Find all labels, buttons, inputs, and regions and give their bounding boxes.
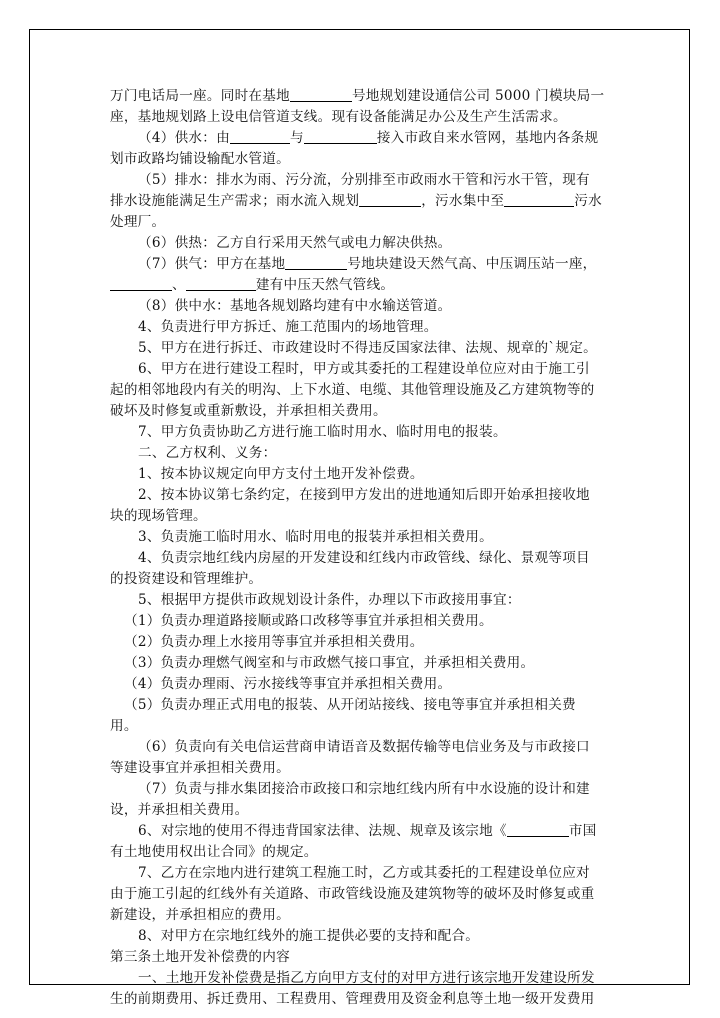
text-line — [110, 674, 618, 695]
text-line — [110, 317, 618, 338]
text-segment: 一、土地开发补偿费是指乙方向甲方支付的对甲方进行该宗地开发建设所发 — [138, 970, 595, 986]
text-segment: （6）供热：乙方自行采用天然气或电力解决供热。 — [138, 235, 452, 251]
text-line — [110, 611, 618, 632]
text-line — [110, 884, 618, 905]
text-segment: 2、按本协议第七条约定，在接到甲方发出的进地通知后即开始承担接收地 — [138, 487, 590, 503]
text-segment: 设，并承担相关费用。 — [110, 802, 249, 818]
text-segment: 二、乙方权利、义务： — [138, 445, 277, 461]
text-segment: （5）排水：排水为雨、污分流，分别排至市政雨水干管和污水干管，现有 — [138, 172, 590, 188]
text-segment: 的投资建设和管理维护。 — [110, 571, 263, 587]
text-segment: 4、负责进行甲方拆迁、施工范围内的场地管理。 — [138, 319, 438, 335]
text-line — [110, 506, 618, 527]
fill-in-blank — [504, 192, 574, 207]
text-segment: 破坏及时修复或重新敷设，并承担相关费用。 — [110, 403, 387, 419]
text-segment: （1）负责办理道路接顺或路口改移等事宜并承担相关费用。 — [124, 613, 493, 629]
text-line — [110, 779, 618, 800]
text-line — [110, 527, 618, 548]
text-line — [110, 443, 618, 464]
text-segment: （8）供中水：基地各规划路均建有中水输送管道。 — [138, 298, 452, 314]
text-segment: 由于施工引起的红线外有关道路、市政管线设施及建筑物等的破坏及时修复或重 — [110, 886, 595, 902]
text-segment: 、 — [172, 277, 186, 293]
text-line — [110, 275, 618, 296]
text-line — [110, 989, 618, 1010]
text-segment: （4）供水：由 — [138, 130, 230, 146]
text-line — [110, 401, 618, 422]
text-segment: 起的相邻地段内有关的明沟、上下水道、电缆、其他管理设施及乙方建筑物等的 — [110, 382, 595, 398]
text-segment: 号地块建设天然气高、中压调压站一座， — [347, 256, 597, 272]
text-segment: 排水设施能满足生产需求；雨水流入规划 — [110, 193, 360, 209]
text-segment: ，污水集中至 — [421, 193, 505, 209]
text-segment: 接入市政自来水管网，基地内各条规 — [376, 130, 599, 146]
text-segment: （6）负责向有关电信运营商申请语音及数据传输等电信业务及与市政接口 — [138, 739, 590, 755]
text-line — [110, 212, 618, 233]
text-segment: 号地规划建设通信公司 5000 门模块局一 — [351, 88, 605, 104]
text-segment: 4、负责宗地红线内房屋的开发建设和红线内市政管线、绿化、景观等项目 — [138, 550, 590, 566]
text-segment: （3）负责办理燃气阀室和与市政燃气接口事宜，并承担相关费用。 — [124, 655, 535, 671]
text-line — [110, 359, 618, 380]
text-segment: 3、负责施工临时用水、临时用电的报装并承担相关费用。 — [138, 529, 493, 545]
text-segment: （5）负责办理正式用电的报装、从开闭站接线、接电等事宜并承担相关费 — [124, 697, 576, 713]
text-segment: 新建设，并承担相应的费用。 — [110, 907, 290, 923]
text-line — [110, 296, 618, 317]
text-line — [110, 590, 618, 611]
text-segment: 有土地使用权出让合同》的规定。 — [110, 844, 318, 860]
text-line — [110, 86, 618, 107]
text-segment: 建有中压天然气管线。 — [255, 277, 395, 293]
text-segment: 万门电话局一座。同时在基地 — [110, 88, 290, 104]
text-segment: 1、按本协议规定向甲方支付土地开发补偿费。 — [138, 466, 424, 482]
fill-in-blank — [359, 192, 421, 207]
text-line — [110, 464, 618, 485]
fill-in-blank — [110, 276, 172, 291]
text-line — [110, 926, 618, 947]
fill-in-blank — [304, 129, 377, 144]
text-segment: 5、根据甲方提供市政规划设计条件，办理以下市政接用事宜： — [138, 592, 521, 608]
text-segment: （7）负责与排水集团接洽市政接口和宗地红线内所有中水设施的设计和建 — [138, 781, 590, 797]
text-segment: 6、对宗地的使用不得违背国家法律、法规、规章及该宗地《 — [138, 823, 507, 839]
text-segment: 用。 — [110, 718, 138, 734]
fill-in-blank — [290, 87, 352, 102]
text-segment: 生的前期费用、拆迁费用、工程费用、管理费用及资金利息等土地一级开发费用 — [110, 991, 595, 1007]
text-line — [110, 968, 618, 989]
fill-in-blank — [230, 129, 290, 144]
text-line — [110, 569, 618, 590]
text-segment: 污水 — [574, 193, 602, 209]
text-line — [110, 548, 618, 569]
text-line — [110, 653, 618, 674]
fill-in-blank — [285, 255, 347, 270]
text-line — [110, 842, 618, 863]
text-line — [110, 905, 618, 926]
text-line — [110, 632, 618, 653]
text-segment: 块的现场管理。 — [110, 508, 207, 524]
text-segment: （4）负责办理雨、污水接线等事宜并承担相关费用。 — [124, 676, 452, 692]
text-line — [110, 149, 618, 170]
text-line — [110, 170, 618, 191]
text-segment: 座，基地规划路上设电信管道支线。现有设备能满足办公及生产生活需求。 — [110, 109, 567, 125]
text-segment: 等建设事宜并承担相关费用。 — [110, 760, 290, 776]
text-line — [110, 737, 618, 758]
text-segment: （2）负责办理上水接用等事宜并承担相关费用。 — [124, 634, 424, 650]
text-line — [110, 947, 618, 968]
text-segment: 7、乙方在宗地内进行建筑工程施工时，乙方或其委托的工程建设单位应对 — [138, 865, 590, 881]
text-line — [110, 695, 618, 716]
text-segment: 处理厂。 — [110, 214, 166, 230]
text-line — [110, 716, 618, 737]
text-line — [110, 758, 618, 779]
text-line — [110, 338, 618, 359]
text-segment: 第三条土地开发补偿费的内容 — [110, 949, 290, 965]
text-segment: （7）供气：甲方在基地 — [138, 256, 286, 272]
text-segment: 7、甲方负责协助乙方进行施工临时用水、临时用电的报装。 — [138, 424, 507, 440]
text-line — [110, 254, 618, 275]
text-line — [110, 863, 618, 884]
text-segment: 市国 — [568, 823, 597, 839]
text-line — [110, 821, 618, 842]
text-segment: 划市政路均铺设输配水管道。 — [110, 151, 290, 167]
text-segment: 6、甲方在进行建设工程时，甲方或其委托的工程建设单位应对由于施工引 — [138, 361, 590, 377]
text-line — [110, 485, 618, 506]
fill-in-blank — [507, 822, 569, 837]
text-segment: 5、甲方在进行拆迁、市政建设时不得违反国家法律、法规、规章的`规定。 — [138, 340, 597, 356]
text-line — [110, 380, 618, 401]
text-line — [110, 191, 618, 212]
text-segment: 与 — [289, 130, 304, 146]
text-line — [110, 107, 618, 128]
document-body — [110, 86, 618, 1010]
text-line — [110, 422, 618, 443]
text-line — [110, 128, 618, 149]
text-line — [110, 233, 618, 254]
text-line — [110, 800, 618, 821]
text-segment: 8、对甲方在宗地红线外的施工提供必要的支持和配合。 — [138, 928, 480, 944]
fill-in-blank — [186, 276, 256, 291]
